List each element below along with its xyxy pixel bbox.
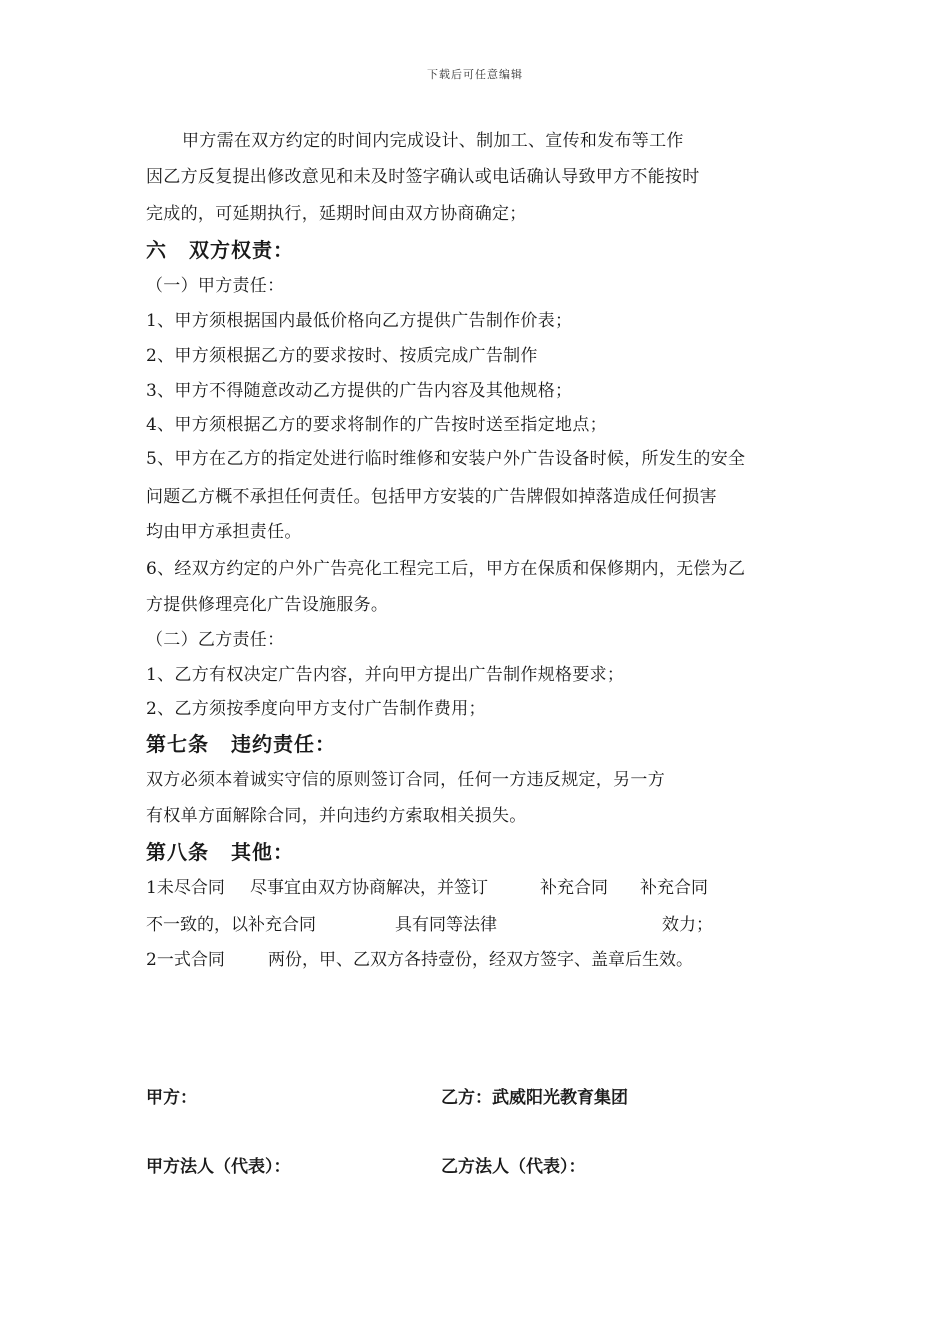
article-title: 其他： (231, 840, 294, 864)
subsection-heading: （一）甲方责任： (146, 276, 285, 296)
party-a-signature-label: 甲方： (146, 1088, 197, 1108)
article-title: 违约责任： (231, 732, 336, 756)
text-fragment: 不一致的，以补充合同 (146, 915, 316, 935)
list-item: 6、经双方约定的户外广告亮化工程完工后，甲方在保质和保修期内，无偿为乙 (146, 559, 746, 579)
text-fragment: 补充合同 (640, 878, 708, 898)
paragraph-line: 甲方需在双方约定的时间内完成设计、制加工、宣传和发布等工作 (182, 131, 684, 151)
text-fragment: 2一式合同 (146, 950, 225, 970)
paragraph-line: 双方必须本着诚实守信的原则签订合同，任何一方违反规定，另一方 (146, 770, 665, 790)
article-number: 第七条 (146, 732, 209, 756)
list-item: 1、甲方须根据国内最低价格向乙方提供广告制作价表； (146, 311, 573, 331)
section-6-heading (146, 234, 294, 263)
text-fragment: 两份，甲、乙双方各持壹份，经双方签字、盖章后生效。 (268, 950, 693, 970)
text-fragment: 尽事宜由双方协商解决，并签订 (250, 878, 488, 898)
party-a-representative-label: 甲方法人（代表）： (146, 1157, 291, 1177)
list-item: 问题乙方概不承担任何责任。包括甲方安装的广告牌假如掉落造成任何损害 (146, 487, 717, 507)
section-title: 双方权责： (189, 238, 294, 262)
section-number: 六 (146, 238, 167, 262)
list-item: 2、甲方须根据乙方的要求按时、按质完成广告制作 (146, 346, 538, 366)
text-fragment: 效力； (662, 915, 713, 935)
party-b-signature-label: 乙方：武威阳光教育集团 (441, 1088, 628, 1108)
text-fragment: 1未尽合同 (146, 878, 225, 898)
list-item: 4、甲方须根据乙方的要求将制作的广告按时送至指定地点； (146, 415, 607, 435)
list-item: 1、乙方有权决定广告内容，并向甲方提出广告制作规格要求； (146, 665, 625, 685)
paragraph-line: 有权单方面解除合同，并向违约方索取相关损失。 (146, 806, 527, 826)
article-7-heading (146, 728, 336, 757)
list-item: 3、甲方不得随意改动乙方提供的广告内容及其他规格； (146, 381, 573, 401)
list-item: 5、甲方在乙方的指定处进行临时维修和安装户外广告设备时候，所发生的安全 (146, 449, 746, 469)
article-8-heading (146, 836, 294, 865)
page-header: 下载后可任意编辑 (427, 68, 523, 81)
text-fragment: 补充合同 (540, 878, 608, 898)
article-number: 第八条 (146, 840, 209, 864)
text-fragment: 具有同等法律 (395, 915, 497, 935)
paragraph-line: 完成的，可延期执行，延期时间由双方协商确定； (146, 204, 527, 224)
paragraph-line: 因乙方反复提出修改意见和未及时签字确认或电话确认导致甲方不能按时 (146, 167, 700, 187)
party-b-representative-label: 乙方法人（代表）： (441, 1157, 586, 1177)
list-item: 2、乙方须按季度向甲方支付广告制作费用； (146, 699, 486, 719)
list-item: 方提供修理亮化广告设施服务。 (146, 595, 389, 615)
subsection-heading: （二）乙方责任： (146, 630, 285, 650)
list-item: 均由甲方承担责任。 (146, 522, 302, 542)
